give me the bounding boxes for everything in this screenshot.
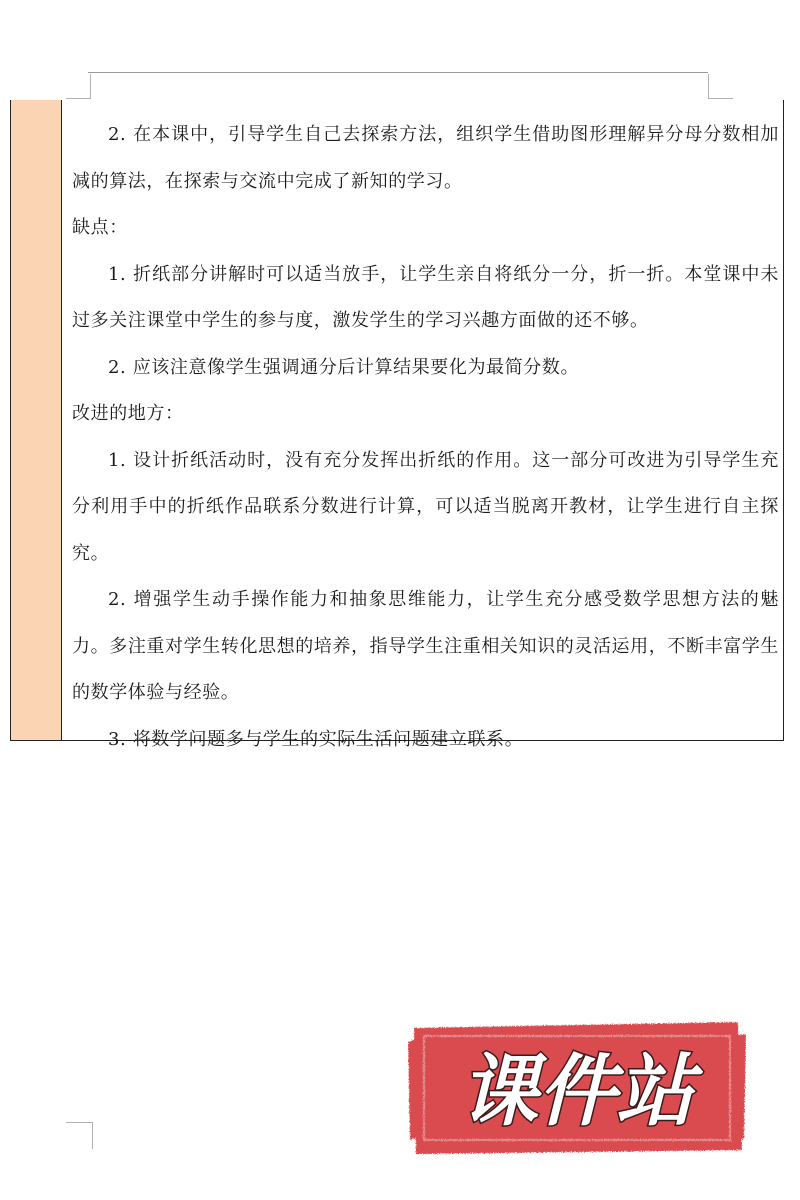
paragraph-improvement-3: 3. 将数学问题多与学生的实际生活问题建立联系。	[108, 728, 524, 750]
heading-weaknesses: 缺点：	[72, 217, 128, 238]
crop-mark-top-right	[708, 74, 733, 99]
table-label-column	[11, 100, 62, 740]
paragraph-strength-2: 2. 在本课中，引导学生自己去探索方法，组织学生借助图形理解异分母分数相加减的算法，在探索与交流中完成了新知的学习。	[72, 124, 779, 192]
paragraph-improvement-1: 1. 设计折纸活动时，没有充分发挥出折纸的作用。这一部分可改进为引导学生充分利用手中的折纸作品联系分数进行计算，可以适当脱离开教材，让学生进行自主探究。	[72, 449, 779, 564]
crop-mark-bottom-left	[66, 1122, 93, 1149]
paragraph-improvement-2: 2. 增强学生动手操作能力和抽象思维能力，让学生充分感受数学思想方法的魅力。多注重对学生转化思想的培养，指导学生注重相关知识的灵活运用，不断丰富学生的数学体验与经验。	[72, 589, 779, 703]
reflection-table	[10, 100, 784, 750]
watermark-text: 课件站	[459, 1047, 695, 1137]
page-header-rule	[88, 72, 708, 73]
watermark-stamp-logo	[408, 1018, 746, 1158]
paragraph-weakness-2: 2. 应该注意像学生强调通分后计算结果要化为最简分数。	[108, 356, 580, 378]
paragraph-weakness-1: 1. 折纸部分讲解时可以适当放手，让学生亲自将纸分一分，折一折。本堂课中未过多关注课堂中学生的参与度，激发学生的学习兴趣方面做的还不够。	[72, 263, 779, 331]
heading-improvements: 改进的地方：	[72, 403, 184, 424]
table-content-cell	[62, 100, 783, 750]
crop-mark-top-left	[66, 74, 91, 99]
